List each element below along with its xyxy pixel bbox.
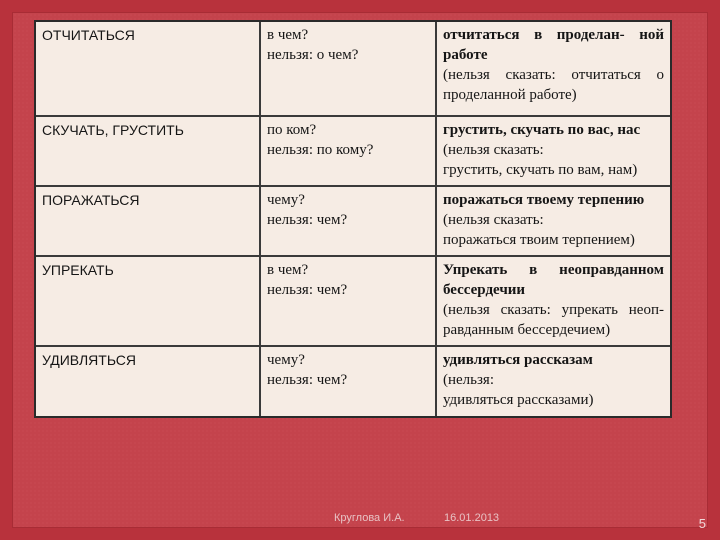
word-cell: [36, 116, 260, 186]
word-text: УПРЕКАТЬ: [42, 262, 114, 278]
table: [36, 22, 670, 416]
question-cell: [260, 346, 436, 416]
example-cell: [436, 346, 670, 416]
page-number: 5: [698, 516, 706, 531]
word-cell: [36, 346, 260, 416]
question-text: по ком?: [267, 122, 317, 138]
question-wrong-text: нельзя: о чем?: [267, 47, 359, 63]
example-note-text: удивляться рассказами): [443, 392, 594, 408]
table-row: [36, 116, 670, 186]
question-text: в чем?: [267, 27, 309, 43]
example-note-text: проделанной работе): [443, 87, 577, 103]
word-text: УДИВЛЯТЬСЯ: [42, 352, 136, 368]
question-wrong-text: нельзя: чем?: [267, 282, 348, 298]
footer-date: 16.01.2013: [444, 512, 500, 524]
question-wrong-text: нельзя: по кому?: [267, 142, 374, 158]
example-cell: [436, 116, 670, 186]
example-cell: [436, 22, 670, 116]
question-wrong-text: нельзя: чем?: [267, 372, 348, 388]
example-correct-text: грустить, скучать по вас, нас: [443, 122, 641, 138]
question-cell: [260, 22, 436, 116]
question-text: в чем?: [267, 262, 309, 278]
example-note-text: поражаться твоим терпением): [443, 232, 635, 248]
example-correct-text: отчитаться в проделан- ной: [443, 27, 664, 43]
question-cell: [260, 186, 436, 256]
grammar-table: [34, 20, 672, 418]
example-note-text: равданным бессердечием): [443, 322, 611, 338]
table-row: [36, 346, 670, 416]
example-note-text: грустить, скучать по вам, нам): [443, 162, 638, 178]
example-correct-text: бессердечии: [443, 282, 526, 298]
table-row: [36, 186, 670, 256]
word-cell: [36, 186, 260, 256]
question-text: чему?: [267, 192, 305, 208]
example-correct-text: работе: [443, 47, 488, 63]
table-row: [36, 22, 670, 116]
footer-author: Круглова И.А.: [334, 512, 405, 524]
word-text: ПОРАЖАТЬСЯ: [42, 192, 140, 208]
example-note-text: (нельзя сказать:: [443, 142, 544, 158]
example-correct-text: удивляться рассказам: [443, 352, 593, 368]
example-cell: [436, 186, 670, 256]
table-row: [36, 256, 670, 346]
example-note-text: (нельзя сказать: отчитаться о: [443, 67, 664, 83]
question-text: чему?: [267, 352, 305, 368]
example-correct-text: Упрекать в неоправданном: [443, 262, 664, 278]
question-cell: [260, 256, 436, 346]
word-text: ОТЧИТАТЬСЯ: [42, 27, 135, 43]
example-note-text: (нельзя:: [443, 372, 494, 388]
example-correct-text: поражаться твоему терпению: [443, 192, 645, 208]
example-note-text: (нельзя сказать:: [443, 212, 544, 228]
question-cell: [260, 116, 436, 186]
word-cell: [36, 22, 260, 116]
example-note-text: (нельзя сказать: упрекать неоп-: [443, 302, 664, 318]
word-cell: [36, 256, 260, 346]
word-text: СКУЧАТЬ, ГРУСТИТЬ: [42, 122, 184, 138]
example-cell: [436, 256, 670, 346]
question-wrong-text: нельзя: чем?: [267, 212, 348, 228]
